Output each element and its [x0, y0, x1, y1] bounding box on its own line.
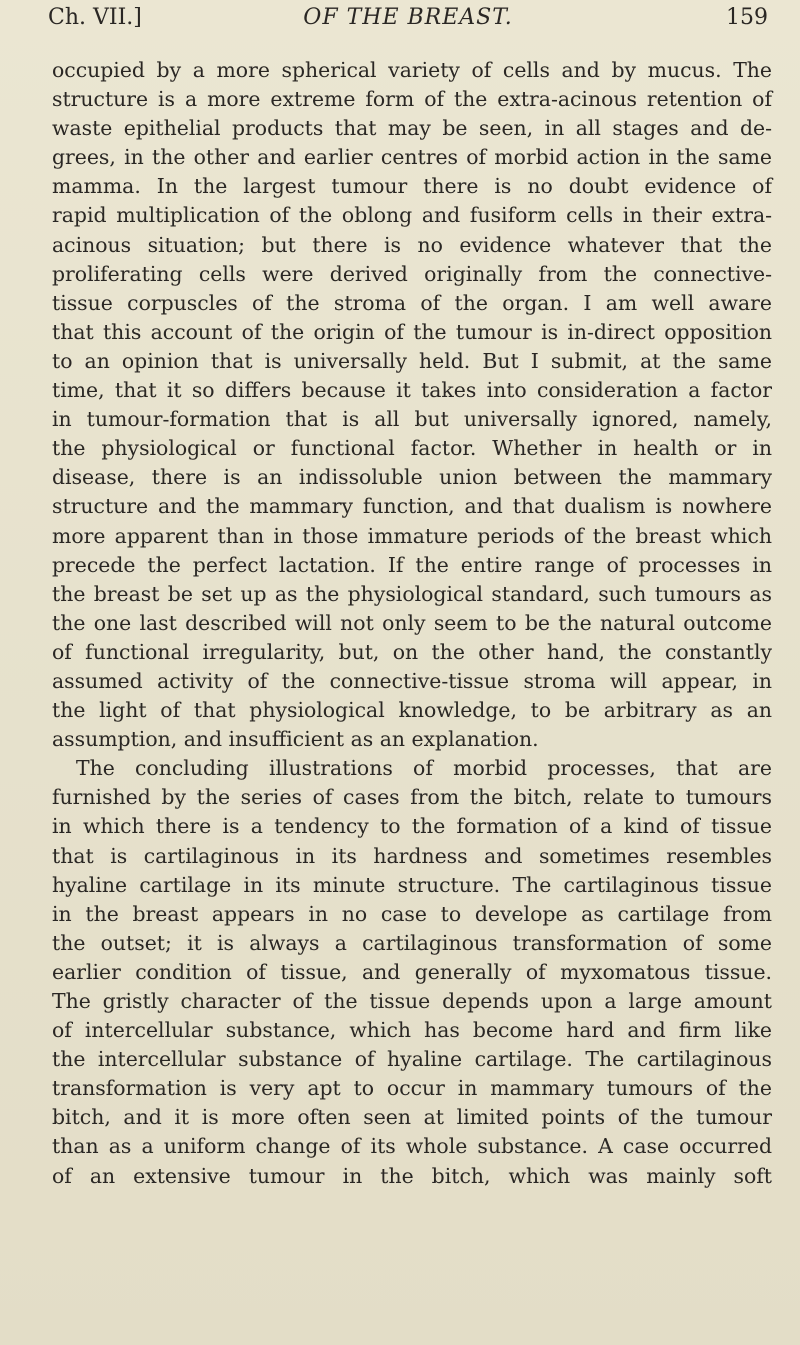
paragraph-end-line: assumption, and insufficient as an explanation.: [52, 727, 539, 752]
text-line: the intercellular substance of hyaline cartilage. The cartilaginous: [52, 1047, 772, 1072]
text-line: precede the perfect lactation. If the entire range of processes in: [52, 552, 772, 577]
text-line: time, that it so differs because it takes into consideration a factor: [52, 378, 772, 403]
text-line: assumed activity of the connective-tissue stroma will appear, in: [52, 668, 772, 693]
text-line: than as a uniform change of its whole substance. A case occurred: [52, 1134, 772, 1159]
text-line: structure is a more extreme form of the extra-acinous retention of: [52, 87, 772, 112]
text-line: proliferating cells were derived originally from the connective-: [52, 261, 772, 286]
text-line: grees, in the other and earlier centres of morbid action in the same: [52, 145, 772, 170]
text-line: in the breast appears in no case to develope as cartilage from: [52, 901, 772, 926]
text-line: tissue corpuscles of the stroma of the organ. I am well aware: [52, 290, 772, 315]
text-line: of functional irregularity, but, on the other hand, the constantly: [52, 639, 772, 664]
text-line: The gristly character of the tissue depends upon a large amount: [52, 989, 772, 1013]
body-text: [52, 56, 772, 1191]
text-line: in which there is a tendency to the formation of a kind of tissue: [52, 814, 772, 839]
text-line: hyaline cartilage in its minute structure. The cartilaginous tissue: [52, 872, 772, 897]
text-line: of an extensive tumour in the bitch, which was mainly soft: [52, 1163, 772, 1188]
text-line: mamma. In the largest tumour there is no doubt evidence of: [52, 174, 772, 199]
text-line: transformation is very apt to occur in mammary tumours of the: [52, 1076, 772, 1101]
text-line: more apparent than in those immature periods of the breast which: [52, 523, 772, 548]
running-header: [48, 4, 768, 44]
text-line: the outset; it is always a cartilaginous transformation of some: [52, 930, 772, 955]
text-line: disease, there is an indissoluble union between the mammary: [52, 465, 772, 490]
page-number: 159: [726, 5, 768, 30]
text-line: waste epithelial products that may be seen, in all stages and de-: [52, 116, 772, 141]
text-line: earlier condition of tissue, and generally of myxomatous tissue.: [52, 959, 772, 984]
text-line: structure and the mammary function, and that dualism is nowhere: [52, 494, 772, 519]
text-line: the physiological or functional factor. Whether in health or in: [52, 436, 772, 461]
text-line: rapid multiplication of the oblong and fusiform cells in their extra-: [52, 203, 772, 228]
text-line: acinous situation; but there is no evidence whatever that the: [52, 232, 772, 257]
text-line: the breast be set up as the physiological standard, such tumours as: [52, 581, 772, 606]
text-line: bitch, and it is more often seen at limited points of the tumour: [52, 1105, 772, 1130]
text-line: to an opinion that is universally held. But I submit, at the same: [52, 348, 772, 373]
text-line: occupied by a more spherical variety of cells and by mucus. The: [52, 58, 772, 82]
text-line: furnished by the series of cases from the bitch, relate to tumours: [52, 785, 772, 810]
chapter-label: Ch. VII.]: [48, 5, 142, 30]
paragraph-start-line: The concluding illustrations of morbid processes, that are: [76, 756, 772, 781]
text-line: the light of that physiological knowledge, to be arbitrary as an: [52, 698, 772, 723]
text-line: in tumour-formation that is all but universally ignored, namely,: [52, 407, 772, 432]
text-line: that is cartilaginous in its hardness and sometimes resembles: [52, 843, 772, 868]
running-title: OF THE BREAST.: [303, 5, 513, 30]
text-line: the one last described will not only seem to be the natural outcome: [52, 610, 772, 635]
text-line: of intercellular substance, which has become hard and firm like: [52, 1018, 772, 1043]
text-line: that this account of the origin of the tumour is in-direct opposition: [52, 319, 772, 344]
